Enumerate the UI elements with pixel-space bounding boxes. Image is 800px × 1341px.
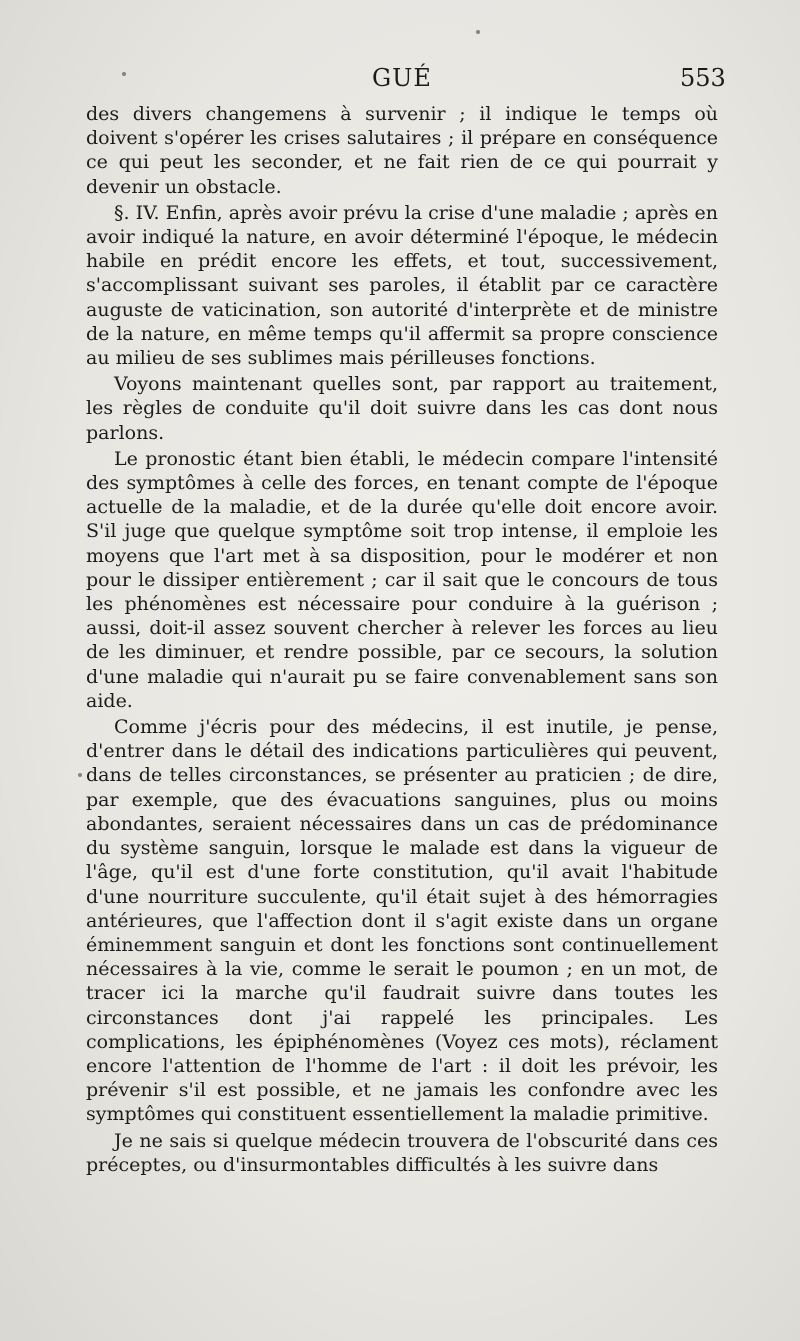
paper-speck <box>78 773 82 777</box>
body-text <box>86 102 718 1179</box>
paragraph-treatment-rules: Voyons maintenant quelles sont, par rapport au traitement, les règles de conduite qu'il doit suivre dans les cas dont nous parlons. <box>86 373 718 444</box>
paragraph-indications: Comme j'écris pour des médecins, il est inutile, je pense, d'entrer dans le détail des indications particulières qui peuvent, dans de telles circonstances, se présenter au praticien ; de dire, par exemple, que des évacuations sanguines, plus ou moins abondantes, seraient nécessaires dans un cas de prédominance du système sanguin, lorsque le malade est dans la vigueur de l'âge, qu'il est d'une forte constitution, qu'il avait l'habitude d'une nourriture succulente, qu'il était sujet à des hémorragies antérieures, que l'affection dont il s'agit existe dans un organe éminemment sanguin et dont les fonctions sont continuellement nécessaires à la vie, comme le serait le poumon ; en un mot, de tracer ici la marche qu'il faudrait suivre dans toutes les circonstances dont j'ai rappelé les principales. Les complications, les épiphénomènes (Voyez ces mots), réclament encore l'attention de l'homme de l'art : il doit les prévoir, les prévenir s'il est possible, et ne jamais les confondre avec les symptômes qui constituent essentiellement la maladie primitive. <box>86 716 718 1126</box>
running-title: GUÉ <box>372 64 432 92</box>
paragraph-prognosis: Le pronostic étant bien établi, le médecin compare l'intensité des symptômes à celle des forces, en tenant compte de l'époque actuelle de la maladie, et de la durée qu'elle doit encore avoir. S'il juge que quelque symptôme soit trop intense, il emploie les moyens que l'art met à sa disposition, pour le modérer et non pour le dissiper entièrement ; car il sait que le concours de tous les phénomènes est nécessaire pour conduire à la guérison ; aussi, doit-il assez souvent chercher à relever les forces au lieu de les diminuer, et rendre possible, par ce secours, la solution d'une maladie qui n'aurait pu se faire convenablement sans son aide. <box>86 447 718 712</box>
page-number: 553 <box>680 64 726 92</box>
paper-speck <box>122 72 126 76</box>
paragraph-continued: des divers changemens à survenir ; il indique le temps où doivent s'opérer les crises salutaires ; il prépare en conséquence ce qui peut les seconder, et ne fait rien de ce qui pourrait y devenir un obstacle. <box>86 103 718 198</box>
paragraph-final: Je ne sais si quelque médecin trouvera de l'obscurité dans ces préceptes, ou d'insurmontables difficultés à les suivre dans <box>86 1129 718 1176</box>
paper-speck <box>476 30 480 34</box>
page-header <box>0 64 800 98</box>
paragraph-section-iv: §. IV. Enfin, après avoir prévu la crise d'une maladie ; après en avoir indiqué la nature, en avoir déterminé l'époque, le médecin habile en prédit encore les effets, et tout, successivement, s'accomplissant suivant ses paroles, il établit par ce caractère auguste de vaticination, son autorité d'interprète et de ministre de la nature, en même temps qu'il affermit sa propre conscience au milieu de ses sublimes mais périlleuses fonctions. <box>86 201 718 370</box>
